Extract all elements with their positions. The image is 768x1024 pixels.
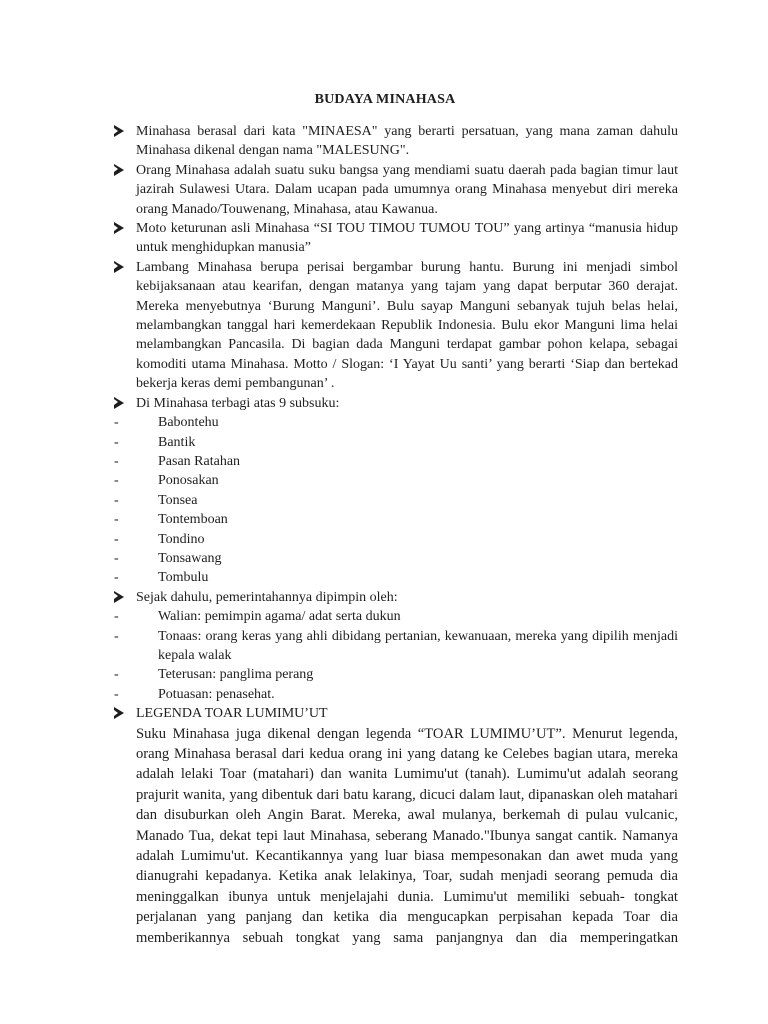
- dash-bullet: -: [114, 512, 119, 528]
- bullet-text: Di Minahasa terbagi atas 9 subsuku:: [136, 395, 340, 411]
- bullet-text: Minahasa berasal dari kata "MINAESA" yang berarti persatuan, yang mana zaman dahulu Minahasa dikenal dengan nama "MALESUNG".: [136, 124, 678, 159]
- arrow-bullet-icon: [114, 397, 124, 409]
- dash-bullet: -: [114, 570, 119, 586]
- arrow-bullet-icon: [114, 222, 124, 234]
- dash-bullet: -: [114, 550, 119, 566]
- dash-bullet: -: [114, 628, 119, 644]
- arrow-bullet-icon: [114, 591, 124, 603]
- document-body: [114, 122, 678, 948]
- arrow-bullet-icon: [114, 125, 124, 137]
- legend-paragraph: Suku Minahasa juga dikenal dengan legenda “TOAR LUMIMU’UT”. Menurut legenda, orang Minahasa berasal dari kedua orang ini yang datang ke Celebes bagian utara, mereka adalah lelaki Toar (matahari) dan wanita Lumimu'ut (tanah). Lumimu'ut adalah seorang prajurit wanita, yang dibentuk dari batu karang, dicuci dalam laut, dipanaskan oleh matahari dan disuburkan oleh Angin Barat. Mereka, awal mulanya, berkemah di pulau vulcanic, Manado Tua, dekat tepi laut Minahasa, seberang Manado."Ibunya sangat cantik. Namanya adalah Lumimu'ut. Kecantikannya yang luar biasa mempesonakan dan awet muda yang dianugrahi kepadanya. Ketika anak lelakinya, Toar, sudah menjadi seorang pemuda dia meninggalkan ibunya untuk menjelajahi dunia. Lumimu'ut memiliki sebuah- tongkat perjalanan yang panjang dan ketika dia mengucapkan perpisahan kepada Toar dia memberikannya sebuah tongkat yang sama panjangnya dan dia memperingatkan: [136, 725, 678, 946]
- government-list: [114, 607, 678, 704]
- list-item: - Tonaas: orang keras yang ahli dibidang pertanian, kewanuaan, mereka yang dipilih menjadi kepala walak: [114, 628, 678, 663]
- bullet-item: [114, 394, 678, 588]
- bullet-item: [114, 258, 678, 394]
- dash-bullet: -: [114, 434, 119, 450]
- arrow-bullet-icon: [114, 164, 124, 176]
- bullet-text: Lambang Minahasa berupa perisai bergambar burung hantu. Burung ini menjadi simbol kebijaksanaan atau kearifan, dengan matanya yang tajam yang dapat berputar 360 derajat. Mereka menyebutnya ‘Burung Manguni’. Bulu sayap Manguni sebanyak tujuh belas helai, melambangkan tanggal hari kemerdekaan Republik Indonesia. Bulu ekor Manguni lima helai melambangkan Pancasila. Di bagian dada Manguni terdapat gambar pohon kelapa, sebagai komoditi utama Minahasa. Motto / Slogan: ‘I Yayat Uu santi’ yang berarti ‘Siap dan bertekad bekerja keras demi pembangunan’ .: [136, 259, 678, 392]
- arrow-bullet-icon: [114, 261, 124, 273]
- bullet-item: [114, 219, 678, 258]
- list-item: - Babontehu: [114, 413, 678, 432]
- dash-bullet: -: [114, 415, 119, 431]
- list-item: - Ponosakan: [114, 471, 678, 490]
- list-item: - Tondino: [114, 530, 678, 549]
- list-item: - Tontemboan: [114, 510, 678, 529]
- bullet-text: Orang Minahasa adalah suatu suku bangsa yang mendiami suatu daerah pada bagian timur laut jazirah Sulawesi Utara. Dalam ucapan pada umumnya orang Minahasa menyebut diri mereka orang Manado/Touwenang, Minahasa, atau Kawanua.: [136, 162, 678, 217]
- section-heading: LEGENDA TOAR LUMIMU’UT: [136, 706, 328, 722]
- dash-bullet: -: [114, 609, 119, 625]
- list-item: - Tombulu: [114, 568, 678, 587]
- dash-bullet: -: [114, 667, 119, 683]
- subsuku-list: [114, 413, 678, 588]
- dash-bullet: -: [114, 492, 119, 508]
- dash-bullet: -: [114, 531, 119, 547]
- bullet-item: [114, 704, 678, 948]
- list-item: - Bantik: [114, 433, 678, 452]
- list-item: - Tonsawang: [114, 549, 678, 568]
- bullet-item: [114, 588, 678, 704]
- document-title: BUDAYA MINAHASA: [314, 92, 456, 107]
- list-item: - Walian: pemimpin agama/ adat serta dukun: [114, 607, 678, 626]
- bullet-item: [114, 161, 678, 219]
- dash-bullet: -: [114, 686, 119, 702]
- arrow-bullet-icon: [114, 707, 124, 719]
- list-item: - Teterusan: panglima perang: [114, 665, 678, 684]
- bullet-item: [114, 122, 678, 161]
- bullet-text: Sejak dahulu, pemerintahannya dipimpin oleh:: [136, 589, 398, 605]
- bullet-text: Moto keturunan asli Minahasa “SI TOU TIMOU TUMOU TOU” yang artinya “manusia hidup untuk menghidupkan manusia”: [136, 221, 678, 256]
- dash-bullet: -: [114, 453, 119, 469]
- list-item: - Pasan Ratahan: [114, 452, 678, 471]
- list-item: - Potuasan: penasehat.: [114, 685, 678, 704]
- list-item: - Tonsea: [114, 491, 678, 510]
- dash-bullet: -: [114, 473, 119, 489]
